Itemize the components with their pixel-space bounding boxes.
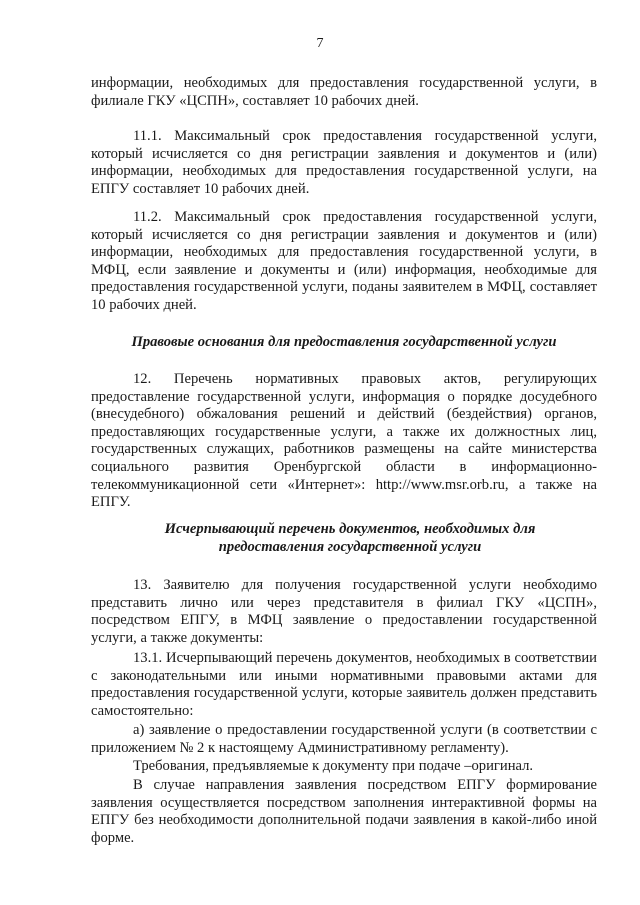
paragraph-13-1-a: а) заявление о предоставлении государственной услуги (в соответствии с приложением № 2 к настоящему Административному регламенту). <box>91 722 597 756</box>
paragraph-12: 12. Перечень нормативных правовых актов, регулирующих предоставление государственной услуги, информация о порядке досудебного (внесудебного) обжалования решений и действий (бездействия) органов, предоставляющих государственные услуги, а также их должностных лиц, государственных служащих, работников размещены на сайте министерства социального развития Оренбургской области в информационно-телекоммуникационной сети «Интернет»: http://www.msr.orb.ru, а также на ЕПГУ. <box>91 371 597 511</box>
paragraph-11-tail: информации, необходимых для предоставления государственной услуги, в филиале ГКУ «ЦСПН», составляет 10 рабочих дней. <box>91 75 597 109</box>
paragraph-13-1: 13.1. Исчерпывающий перечень документов, необходимых в соответствии с законодательными или иными нормативными правовыми актами для предоставления государственной услуги, которые заявитель должен представить самостоятельно: <box>91 650 597 719</box>
paragraph-requirements: Требования, предъявляемые к документу при подаче –оригинал. <box>133 758 534 774</box>
paragraph-11-2: 11.2. Максимальный срок предоставления государственной услуги, который исчисляется со дня регистрации заявления и документов и (или) информации, необходимых для предоставления государственной услуги, в МФЦ, если заявление и документы и (или) информация, необходимые для предоставления государственной услуги, поданы заявителем в МФЦ, составляет 10 рабочих дней. <box>91 209 597 313</box>
paragraph-11-1: 11.1. Максимальный срок предоставления государственной услуги, который исчисляется со дня регистрации заявления и документов и (или) информации, необходимых для предоставления государственной услуги, на ЕПГУ составляет 10 рабочих дней. <box>91 128 597 197</box>
section-heading-legal-basis: Правовые основания для предоставления государственной услуги <box>131 334 557 350</box>
paragraph-13: 13. Заявителю для получения государственной услуги необходимо представить лично или через представителя в филиал ГКУ «ЦСПН», посредством ЕПГУ, в МФЦ заявление о предоставлении государственной услуги, а также документы: <box>91 577 597 646</box>
section-heading-documents: Исчерпывающий перечень документов, необходимых для предоставления государственной услуги <box>164 521 536 555</box>
paragraph-epgu-submission: В случае направления заявления посредством ЕПГУ формирование заявления осуществляется посредством заполнения интерактивной формы на ЕПГУ без необходимости дополнительной подачи заявления в какой-либо иной форме. <box>91 777 597 846</box>
page-number: 7 <box>316 36 324 51</box>
